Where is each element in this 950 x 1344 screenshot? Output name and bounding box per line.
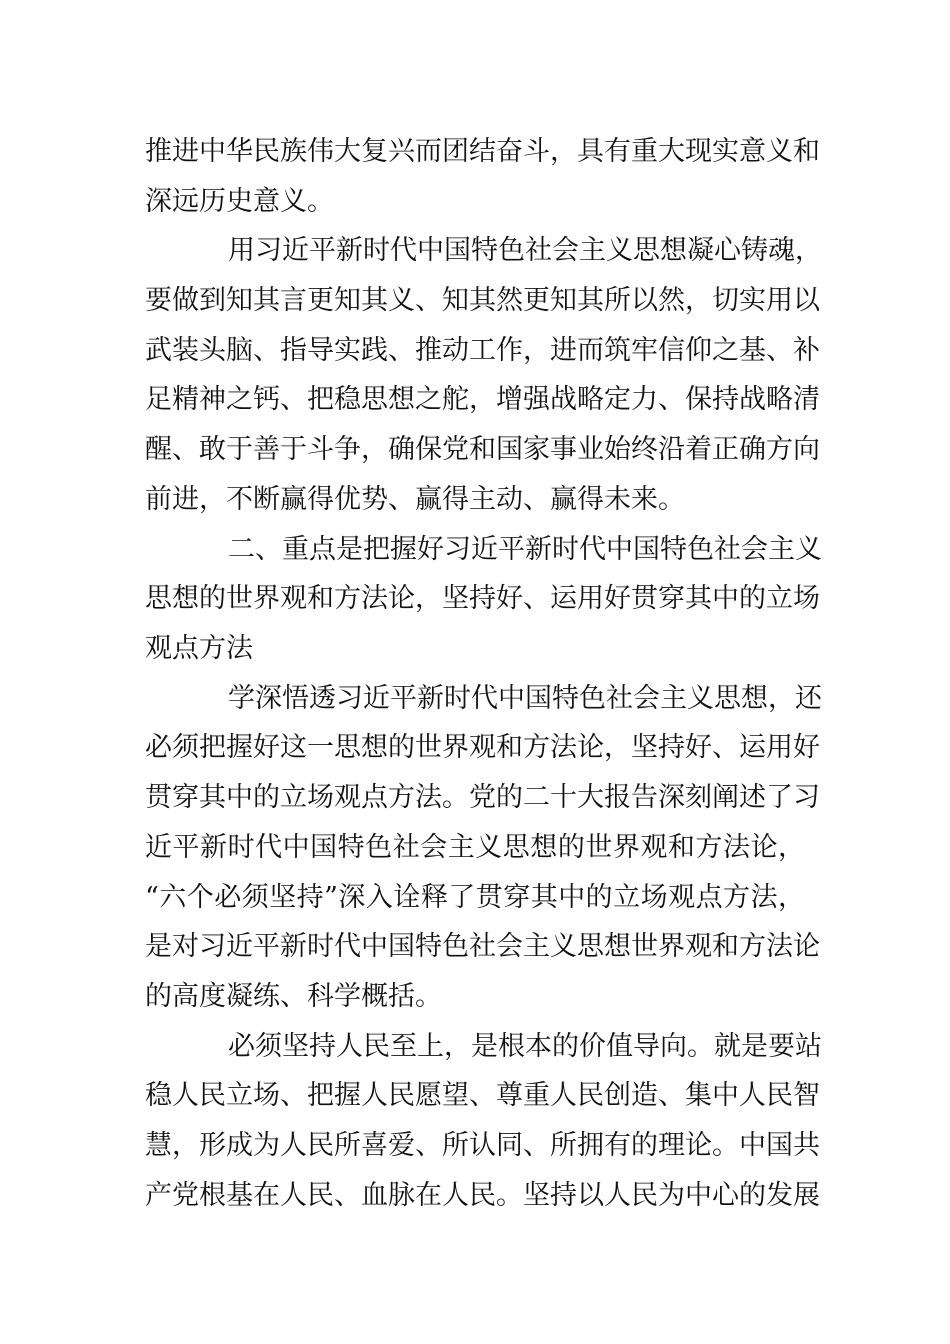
- text-line: 前进，不断赢得优势、赢得主动、赢得未来。: [145, 484, 685, 515]
- text-line: 必须把握好这一思想的世界观和方法论，坚持好、运用好: [145, 732, 820, 763]
- text-line: 稳人民立场、把握人民愿望、尊重人民创造、集中人民智: [145, 1080, 820, 1111]
- section-heading-line: 二、重点是把握好习近平新时代中国特色社会主义: [228, 534, 822, 565]
- text-line: 是对习近平新时代中国特色社会主义思想世界观和方法论: [145, 931, 820, 962]
- paragraph-start-line: 用习近平新时代中国特色社会主义思想凝心铸魂，: [228, 235, 822, 266]
- text-line: 产党根基在人民、血脉在人民。坚持以人民为中心的发展: [145, 1180, 820, 1211]
- text-line: “六个必须坚持”深入诠释了贯穿其中的立场观点方法，: [145, 882, 805, 913]
- text-line: 足精神之钙、把稳思想之舵，增强战略定力、保持战略清: [145, 384, 820, 415]
- text-line: 武装头脑、指导实践、推动工作，进而筑牢信仰之基、补: [145, 335, 820, 366]
- text-line: 的高度凝练、科学概括。: [145, 981, 442, 1012]
- text-line: 深远历史意义。: [145, 186, 334, 217]
- text-line: 要做到知其言更知其义、知其然更知其所以然，切实用以: [145, 285, 820, 316]
- text-line: 贯穿其中的立场观点方法。党的二十大报告深刻阐述了习: [145, 782, 820, 813]
- paragraph-start-line: 学深悟透习近平新时代中国特色社会主义思想，还: [228, 683, 822, 714]
- text-line: 近平新时代中国特色社会主义思想的世界观和方法论，: [145, 832, 805, 863]
- text-line: 醒、敢于善于斗争，确保党和国家事业始终沿着正确方向: [145, 434, 820, 465]
- section-heading-line: 思想的世界观和方法论，坚持好、运用好贯穿其中的立场: [145, 583, 820, 614]
- text-line: 推进中华民族伟大复兴而团结奋斗，具有重大现实意义和: [145, 136, 820, 167]
- section-heading-line: 观点方法: [145, 633, 253, 664]
- text-line: 慧，形成为人民所喜爱、所认同、所拥有的理论。中国共: [145, 1130, 820, 1161]
- paragraph-start-line: 必须坚持人民至上，是根本的价值导向。就是要站: [228, 1031, 822, 1062]
